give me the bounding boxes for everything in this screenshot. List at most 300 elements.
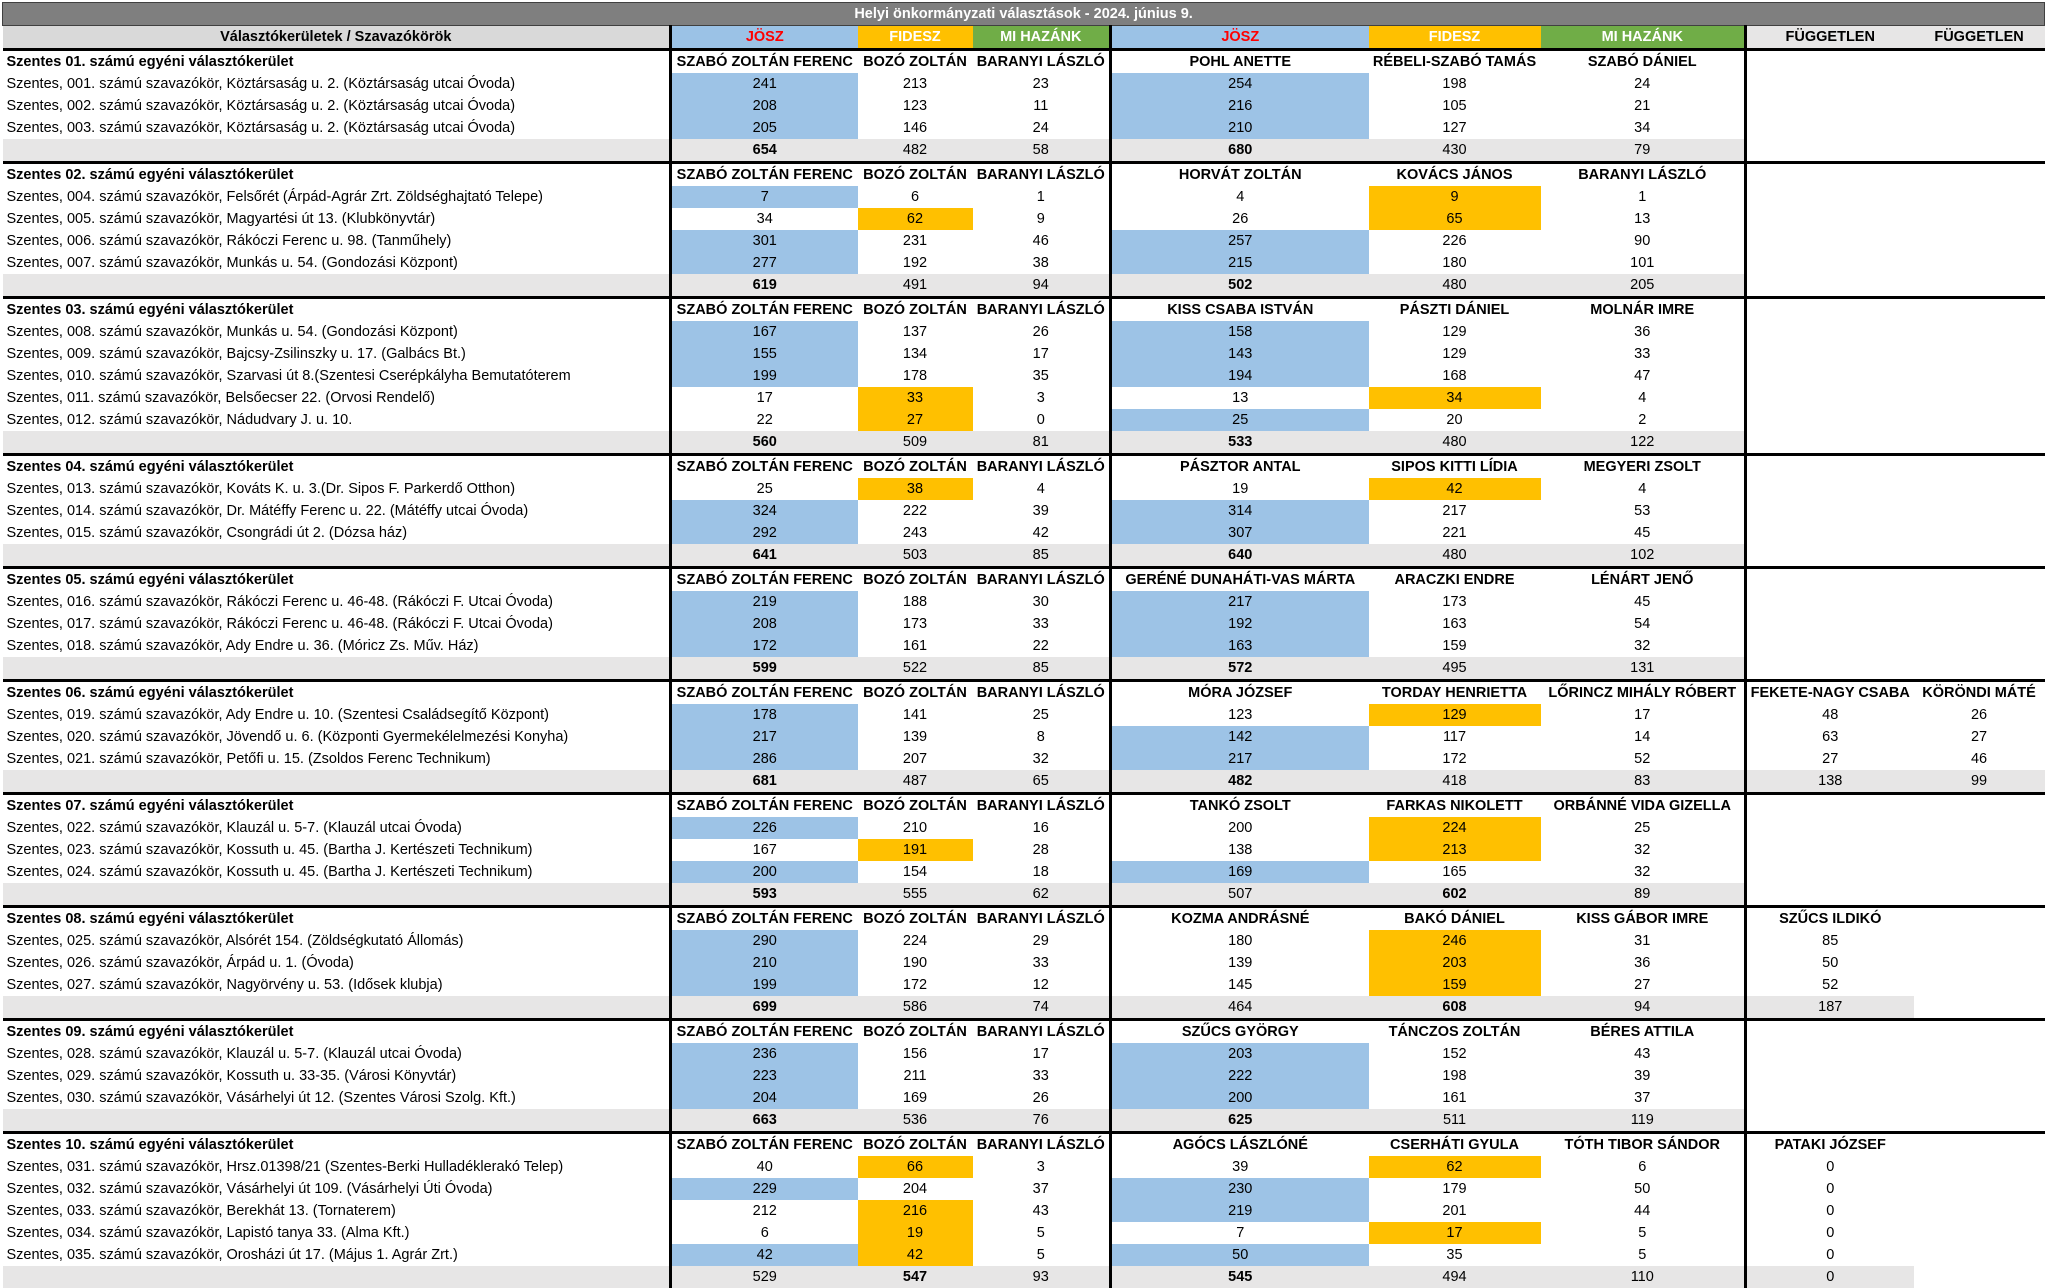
vote-cell [1746, 186, 1914, 208]
total-cell: 602 [1369, 883, 1541, 907]
district-header-row [3, 794, 2045, 818]
total-label-cell [3, 274, 671, 298]
vote-cell: 7 [671, 186, 858, 208]
total-label-cell [3, 996, 671, 1020]
candidate-name [1914, 1133, 2045, 1157]
vote-cell [1746, 117, 1914, 139]
vote-cell: 204 [902, 1181, 928, 1197]
district-total-row [3, 996, 2045, 1020]
candidate-name [1914, 298, 2045, 322]
vote-cell [1914, 208, 2045, 230]
vote-cell: 24 [1032, 120, 1049, 136]
vote-cell: 21 [1634, 98, 1651, 114]
vote-cell: 14 [1634, 729, 1651, 745]
vote-cell: 36 [1634, 955, 1651, 971]
precinct-name: Szentes, 030. számú szavazókör, Vásárhelyi út 12. (Szentes Városi Szolg. Kft.) [6, 1090, 516, 1106]
district-name: Szentes 09. számú egyéni választókerület [6, 1024, 294, 1040]
candidate-name: SZABÓ ZOLTÁN FERENC [671, 163, 858, 187]
total-cell: 94 [973, 274, 1111, 298]
total-cell: 102 [1541, 544, 1746, 568]
candidate-name: TORDAY HENRIETTA [1381, 685, 1528, 701]
precinct-row [3, 1200, 2045, 1222]
precinct-name: Szentes, 005. számú szavazókör, Magyartési út 13. (Klubkönyvtár) [6, 211, 436, 227]
vote-cell: 199 [671, 974, 858, 996]
precinct-name: Szentes, 031. számú szavazókör, Hrsz.01398/21 (Szentes-Berki Hulladéklerakó Telep) [6, 1159, 564, 1175]
candidate-name [1746, 298, 1914, 322]
precinct-row [3, 321, 2045, 343]
district-name: Szentes 08. számú egyéni választókerület [6, 911, 294, 927]
vote-cell: 167 [671, 839, 858, 861]
precinct-row [3, 252, 2045, 274]
vote-cell: 222 [1111, 1065, 1369, 1087]
vote-cell: 203 [1111, 1043, 1369, 1065]
precinct-name: Szentes, 020. számú szavazókör, Jövendő u. 6. (Központi Gyermekélelmezési Konyha) [6, 729, 569, 745]
candidate-name: SZABÓ ZOLTÁN FERENC [671, 1133, 858, 1157]
vote-cell: 5 [1036, 1225, 1045, 1241]
vote-cell: 47 [1634, 368, 1651, 384]
total-cell: 547 [858, 1266, 973, 1288]
vote-cell: 25 [671, 478, 858, 500]
vote-cell: 307 [1111, 522, 1369, 544]
vote-cell: 11 [1033, 98, 1049, 114]
candidate-name: BARANYI LÁSZLÓ [976, 1137, 1105, 1153]
vote-cell: 203 [1369, 952, 1541, 974]
total-cell: 641 [671, 544, 858, 568]
precinct-row [3, 930, 2045, 952]
candidate-name [1746, 568, 1914, 592]
total-cell: 94 [1541, 996, 1746, 1020]
total-cell [1914, 996, 2045, 1020]
precinct-name: Szentes, 007. számú szavazókör, Munkás u. 54. (Gondozási Központ) [6, 255, 458, 271]
candidate-name: BARANYI LÁSZLÓ [976, 911, 1105, 927]
vote-cell: 123 [1111, 704, 1369, 726]
district-total-row [3, 1109, 2045, 1133]
total-cell: 119 [1541, 1109, 1746, 1133]
total-cell: 0 [1746, 1266, 1914, 1288]
candidate-name: BOZÓ ZOLTÁN [863, 167, 967, 183]
precinct-name: Szentes, 029. számú szavazókör, Kossuth u. 33-35. (Városi Könyvtár) [6, 1068, 457, 1084]
candidate-name: ARACZKI ENDRE [1394, 572, 1515, 588]
vote-cell: 243 [902, 525, 928, 541]
vote-cell: 216 [858, 1200, 973, 1222]
total-cell [1746, 883, 1914, 907]
vote-cell: 4 [1638, 481, 1647, 497]
precinct-row [3, 500, 2045, 522]
candidate-name: SZABÓ ZOLTÁN FERENC [671, 50, 858, 74]
district-header-row [3, 907, 2045, 931]
vote-cell [1914, 591, 2045, 613]
total-cell: 654 [671, 139, 858, 163]
district-total-row [3, 544, 2045, 568]
vote-cell: 200 [1111, 817, 1369, 839]
vote-cell: 37 [1032, 1181, 1049, 1197]
candidate-name: KOVÁCS JÁNOS [1396, 167, 1513, 183]
district-total-row [3, 1266, 2045, 1288]
vote-cell [1914, 409, 2045, 431]
precinct-name: Szentes, 004. számú szavazókör, Felsőrét (Árpád-Agrár Zrt. Zöldséghajtató Telepe) [6, 189, 543, 205]
total-cell: 205 [1541, 274, 1746, 298]
candidate-name: BOZÓ ZOLTÁN [863, 798, 967, 814]
precinct-name: Szentes, 035. számú szavazókör, Orosházi út 17. (Május 1. Agrár Zrt.) [6, 1247, 458, 1263]
vote-cell: 40 [671, 1156, 858, 1178]
candidate-name [1746, 455, 1914, 479]
vote-cell [1914, 635, 2045, 657]
vote-cell: 208 [671, 613, 858, 635]
vote-cell: 50 [1746, 952, 1914, 974]
vote-cell: 137 [902, 324, 928, 340]
precinct-name: Szentes, 011. számú szavazókör, Belsőecser 22. (Orvosi Rendelő) [6, 390, 435, 406]
precinct-row [3, 1178, 2045, 1200]
candidate-name: CSERHÁTI GYULA [1390, 1137, 1519, 1153]
candidate-name: BOZÓ ZOLTÁN [863, 54, 967, 70]
vote-cell: 48 [1746, 704, 1914, 726]
precinct-row [3, 817, 2045, 839]
precinct-row [3, 117, 2045, 139]
candidate-name [1746, 794, 1914, 818]
total-label-cell [3, 544, 671, 568]
vote-cell [1746, 591, 1914, 613]
header-row [3, 26, 2045, 50]
district-total-row [3, 431, 2045, 455]
title-row [3, 3, 2045, 26]
precinct-name: Szentes, 021. számú szavazókör, Petőfi u. 15. (Zsoldos Ferenc Technikum) [6, 751, 491, 767]
vote-cell [1914, 230, 2045, 252]
vote-cell: 39 [1634, 1068, 1651, 1084]
vote-cell: 27 [1970, 729, 1988, 745]
vote-cell: 201 [1442, 1203, 1467, 1219]
district-header-row [3, 1133, 2045, 1157]
total-cell: 76 [973, 1109, 1111, 1133]
total-cell: 65 [973, 770, 1111, 794]
vote-cell: 32 [1634, 842, 1651, 858]
vote-cell: 6 [671, 1222, 858, 1244]
vote-cell: 42 [671, 1244, 858, 1266]
vote-cell [1914, 1178, 2045, 1200]
total-cell: 110 [1541, 1266, 1746, 1288]
vote-cell: 161 [902, 638, 928, 654]
precinct-name: Szentes, 012. számú szavazókör, Nádudvary J. u. 10. [6, 412, 353, 428]
vote-cell [1914, 1087, 2045, 1109]
candidate-name: FARKAS NIKOLETT [1386, 798, 1523, 814]
district-total-row [3, 770, 2045, 794]
vote-cell: 192 [1111, 613, 1369, 635]
vote-cell: 161 [1442, 1090, 1467, 1106]
district-name: Szentes 04. számú egyéni választókerület [6, 459, 294, 475]
precinct-row [3, 186, 2045, 208]
candidate-name: BOZÓ ZOLTÁN [863, 685, 967, 701]
precinct-row [3, 635, 2045, 657]
vote-cell: 213 [902, 76, 928, 92]
vote-cell: 6 [1638, 1159, 1647, 1175]
vote-cell: 50 [1111, 1244, 1369, 1266]
candidate-name: KISS CSABA ISTVÁN [1111, 298, 1369, 322]
header-party-mihazank-2: MI HAZÁNK [1541, 26, 1746, 50]
candidate-name: SZABÓ ZOLTÁN FERENC [671, 298, 858, 322]
vote-cell: 123 [902, 98, 928, 114]
total-label-cell [3, 883, 671, 907]
total-cell: 640 [1111, 544, 1369, 568]
vote-cell: 18 [1032, 864, 1049, 880]
vote-cell: 290 [671, 930, 858, 952]
total-cell [1914, 657, 2045, 681]
precinct-row [3, 522, 2045, 544]
total-cell: 74 [973, 996, 1111, 1020]
header-party-fuggetlen-2: FÜGGETLEN [1914, 26, 2045, 50]
district-header-row [3, 681, 2045, 705]
total-label-cell [3, 139, 671, 163]
candidate-name [1746, 163, 1914, 187]
vote-cell: 46 [1970, 751, 1988, 767]
candidate-name: BOZÓ ZOLTÁN [863, 911, 967, 927]
total-cell: 507 [1111, 883, 1369, 907]
vote-cell: 236 [671, 1043, 858, 1065]
total-cell: 608 [1369, 996, 1541, 1020]
precinct-name: Szentes, 024. számú szavazókör, Kossuth u. 45. (Bartha J. Kertészeti Technikum) [6, 864, 533, 880]
vote-cell [1914, 522, 2045, 544]
candidate-name: BOZÓ ZOLTÁN [863, 302, 967, 318]
vote-cell: 28 [1032, 842, 1049, 858]
total-cell [1914, 139, 2045, 163]
vote-cell [1746, 343, 1914, 365]
vote-cell: 17 [1032, 1046, 1049, 1062]
vote-cell: 44 [1634, 1203, 1651, 1219]
vote-cell: 246 [1369, 930, 1541, 952]
vote-cell [1914, 321, 2045, 343]
vote-cell: 159 [1369, 974, 1541, 996]
candidate-name: MEGYERI ZSOLT [1583, 459, 1701, 475]
district-header-row [3, 163, 2045, 187]
vote-cell [1746, 839, 1914, 861]
vote-cell: 179 [1442, 1181, 1467, 1197]
candidate-name: BARANYI LÁSZLÓ [976, 798, 1105, 814]
vote-cell: 23 [1032, 76, 1049, 92]
total-cell: 502 [1111, 274, 1369, 298]
vote-cell: 19 [1111, 478, 1369, 500]
vote-cell: 27 [1746, 748, 1914, 770]
vote-cell: 32 [1634, 638, 1651, 654]
district-header-row [3, 568, 2045, 592]
vote-cell [1914, 1244, 2045, 1266]
vote-cell [1914, 613, 2045, 635]
vote-cell: 129 [1442, 324, 1467, 340]
vote-cell: 38 [858, 478, 973, 500]
candidate-name: BARANYI LÁSZLÓ [1578, 167, 1707, 183]
precinct-row [3, 1244, 2045, 1266]
vote-cell: 45 [1634, 525, 1651, 541]
total-cell: 536 [858, 1109, 973, 1133]
vote-cell: 20 [1446, 412, 1463, 428]
vote-cell: 0 [1036, 412, 1045, 428]
vote-cell: 2 [1638, 412, 1647, 428]
vote-cell [1746, 365, 1914, 387]
vote-cell: 211 [903, 1068, 927, 1084]
vote-cell [1746, 387, 1914, 409]
header-party-fidesz-1: FIDESZ [858, 26, 973, 50]
vote-cell: 38 [1032, 255, 1049, 271]
vote-cell: 33 [1032, 955, 1049, 971]
candidate-name: KISS GÁBOR IMRE [1576, 911, 1709, 927]
total-cell: 81 [973, 431, 1111, 455]
vote-cell [1746, 478, 1914, 500]
total-cell: 480 [1369, 274, 1541, 298]
vote-cell: 231 [902, 233, 928, 249]
vote-cell [1746, 613, 1914, 635]
precinct-row [3, 343, 2045, 365]
vote-cell: 224 [1369, 817, 1541, 839]
candidate-name: PÁSZTI DÁNIEL [1399, 302, 1510, 318]
vote-cell: 63 [1746, 726, 1914, 748]
candidate-name: SZABÓ DÁNIEL [1587, 54, 1697, 70]
vote-cell: 198 [1442, 1068, 1467, 1084]
vote-cell [1746, 1087, 1914, 1109]
district-name: Szentes 07. számú egyéni választókerület [6, 798, 294, 814]
vote-cell: 226 [1442, 233, 1467, 249]
vote-cell: 39 [1032, 503, 1049, 519]
total-cell: 85 [973, 544, 1111, 568]
district-total-row [3, 883, 2045, 907]
district-total-row [3, 657, 2045, 681]
vote-cell: 129 [1442, 346, 1467, 362]
vote-cell: 12 [1032, 977, 1049, 993]
candidate-name [1914, 568, 2045, 592]
candidate-name: SZABÓ ZOLTÁN FERENC [671, 681, 858, 705]
total-cell: 93 [973, 1266, 1111, 1288]
vote-cell: 169 [1111, 861, 1369, 883]
total-label-cell [3, 1109, 671, 1133]
total-label-cell [3, 770, 671, 794]
candidate-name: POHL ANETTE [1111, 50, 1369, 74]
precinct-name: Szentes, 022. számú szavazókör, Klauzál u. 5-7. (Klauzál utcai Óvoda) [6, 820, 462, 836]
precinct-row [3, 1222, 2045, 1244]
vote-cell [1746, 500, 1914, 522]
candidate-name [1914, 163, 2045, 187]
vote-cell: 26 [1032, 1090, 1049, 1106]
vote-cell [1914, 974, 2045, 996]
precinct-row [3, 1043, 2045, 1065]
candidate-name: LÉNÁRT JENŐ [1591, 572, 1694, 588]
precinct-row [3, 387, 2045, 409]
precinct-row [3, 478, 2045, 500]
header-party-fuggetlen-1: FÜGGETLEN [1746, 26, 1914, 50]
candidate-name [1746, 1020, 1914, 1044]
total-cell: 522 [858, 657, 973, 681]
precinct-name: Szentes, 014. számú szavazókör, Dr. Mátéffy Ferenc u. 22. (Mátéffy utcai Óvoda) [6, 503, 529, 519]
vote-cell: 204 [671, 1087, 858, 1109]
total-cell: 480 [1369, 431, 1541, 455]
vote-cell: 180 [1442, 255, 1467, 271]
vote-cell: 25 [1111, 409, 1369, 431]
vote-cell: 30 [1032, 594, 1049, 610]
vote-cell: 9 [1369, 186, 1541, 208]
precinct-row [3, 726, 2045, 748]
vote-cell: 7 [1111, 1222, 1369, 1244]
vote-cell: 25 [1032, 707, 1049, 723]
vote-cell: 0 [1746, 1178, 1914, 1200]
vote-cell: 35 [1032, 368, 1049, 384]
vote-cell: 36 [1634, 324, 1651, 340]
vote-cell [1914, 1156, 2045, 1178]
vote-cell [1914, 861, 2045, 883]
vote-cell [1914, 95, 2045, 117]
vote-cell: 213 [1369, 839, 1541, 861]
vote-cell: 142 [1111, 726, 1369, 748]
vote-cell [1746, 95, 1914, 117]
total-cell [1746, 139, 1914, 163]
candidate-name: KÖRÖNDI MÁTÉ [1922, 685, 2036, 701]
candidate-name: ORBÁNNÉ VIDA GIZELLA [1553, 798, 1731, 814]
precinct-name: Szentes, 016. számú szavazókör, Rákóczi Ferenc u. 46-48. (Rákóczi F. Utcai Óvoda) [6, 594, 553, 610]
vote-cell: 194 [1111, 365, 1369, 387]
total-cell: 418 [1369, 770, 1541, 794]
district-name: Szentes 01. számú egyéni választókerület [6, 54, 294, 70]
total-cell: 555 [858, 883, 973, 907]
vote-cell: 26 [1111, 208, 1369, 230]
header-label: Választókerületek / Szavazókörök [3, 26, 671, 50]
vote-cell: 152 [1442, 1046, 1467, 1062]
precinct-name: Szentes, 023. számú szavazókör, Kossuth u. 45. (Bartha J. Kertészeti Technikum) [6, 842, 533, 858]
total-cell: 122 [1541, 431, 1746, 455]
precinct-row [3, 861, 2045, 883]
vote-cell: 42 [1032, 525, 1049, 541]
precinct-row [3, 613, 2045, 635]
vote-cell: 37 [1634, 1090, 1651, 1106]
precinct-row [3, 95, 2045, 117]
vote-cell: 169 [902, 1090, 928, 1106]
vote-cell: 154 [902, 864, 928, 880]
precinct-row [3, 974, 2045, 996]
total-cell: 495 [1369, 657, 1541, 681]
precinct-name: Szentes, 028. számú szavazókör, Klauzál u. 5-7. (Klauzál utcai Óvoda) [6, 1046, 462, 1062]
vote-cell: 138 [1111, 839, 1369, 861]
header-party-fidesz-2: FIDESZ [1369, 26, 1541, 50]
precinct-row [3, 704, 2045, 726]
vote-cell: 173 [1442, 594, 1467, 610]
vote-cell: 33 [1032, 616, 1049, 632]
vote-cell: 22 [671, 409, 858, 431]
total-cell: 680 [1111, 139, 1369, 163]
total-cell: 487 [858, 770, 973, 794]
vote-cell: 0 [1746, 1222, 1914, 1244]
vote-cell [1746, 522, 1914, 544]
precinct-row [3, 73, 2045, 95]
total-cell [1746, 544, 1914, 568]
vote-cell: 26 [1032, 324, 1049, 340]
total-cell: 430 [1369, 139, 1541, 163]
vote-cell [1914, 252, 2045, 274]
vote-cell: 42 [1369, 478, 1541, 500]
vote-cell [1914, 839, 2045, 861]
vote-cell: 217 [1111, 591, 1369, 613]
vote-cell: 221 [1442, 525, 1467, 541]
candidate-name: PATAKI JÓZSEF [1746, 1133, 1914, 1157]
precinct-name: Szentes, 001. számú szavazókör, Köztársaság u. 2. (Köztársaság utcai Óvoda) [6, 76, 516, 92]
precinct-name: Szentes, 017. számú szavazókör, Rákóczi Ferenc u. 46-48. (Rákóczi F. Utcai Óvoda) [6, 616, 553, 632]
vote-cell: 219 [1111, 1200, 1369, 1222]
total-cell: 663 [671, 1109, 858, 1133]
total-cell: 503 [858, 544, 973, 568]
vote-cell: 17 [1032, 346, 1049, 362]
precinct-name: Szentes, 027. számú szavazókör, Nagyörvény u. 53. (Idősek klubja) [6, 977, 443, 993]
vote-cell [1746, 73, 1914, 95]
vote-cell: 24 [1634, 76, 1651, 92]
candidate-name: BARANYI LÁSZLÓ [976, 302, 1105, 318]
candidate-name: SZABÓ ZOLTÁN FERENC [671, 794, 858, 818]
total-cell: 572 [1111, 657, 1369, 681]
vote-cell: 25 [1634, 820, 1651, 836]
vote-cell: 117 [1442, 729, 1467, 745]
vote-cell: 205 [671, 117, 858, 139]
precinct-name: Szentes, 010. számú szavazókör, Szarvasi út 8.(Szentesi Cserépkályha Bemutatóterem [6, 368, 571, 384]
